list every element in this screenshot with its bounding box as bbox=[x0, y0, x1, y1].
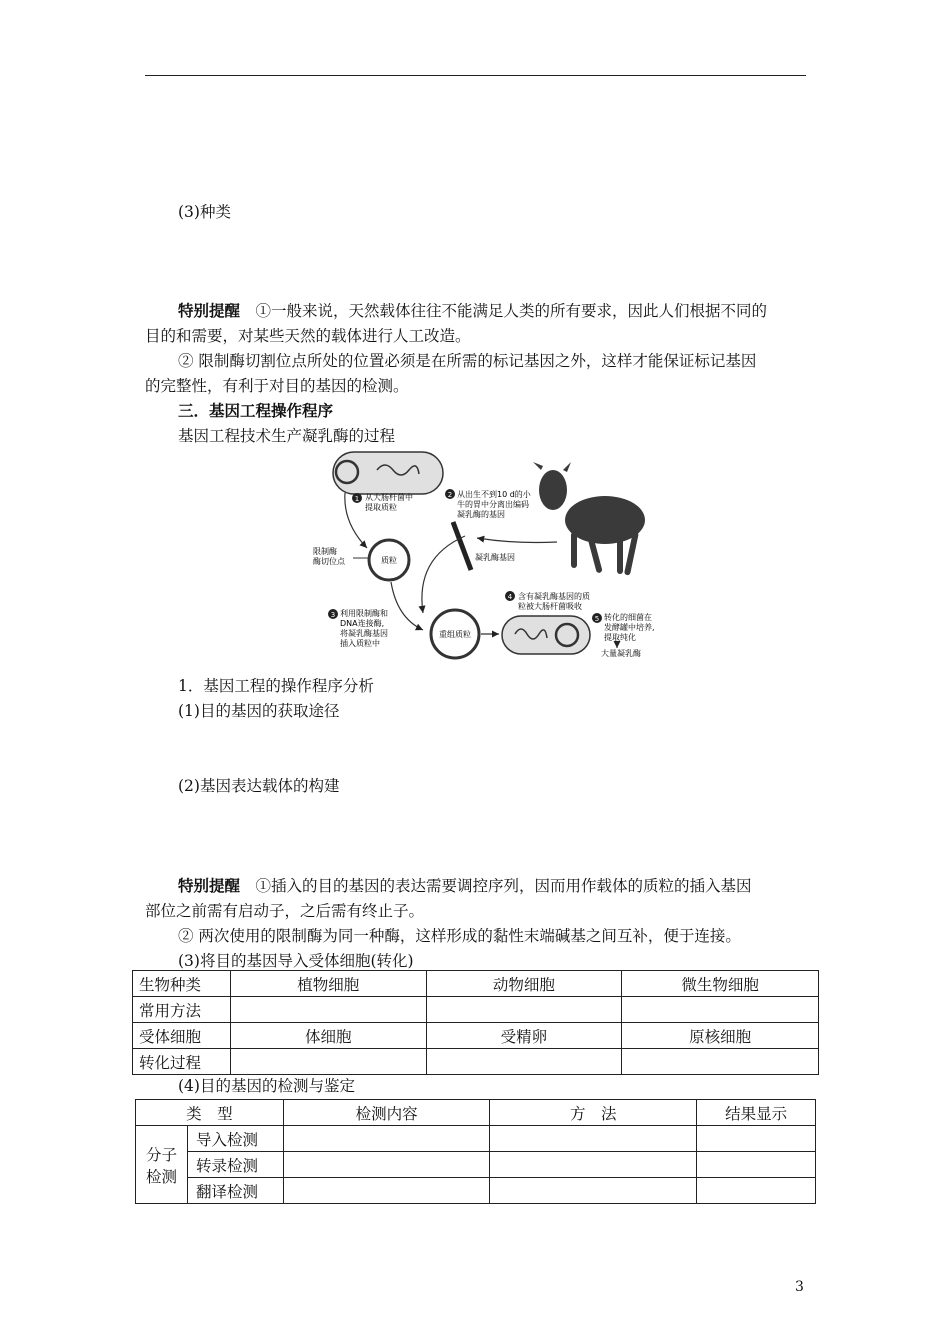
tip2-line3: ② 两次使用的限制酶为同一种酶，这样形成的黏性末端碱基之间互补，便于连接。 bbox=[178, 927, 741, 945]
table-cell: 植物细胞 bbox=[230, 971, 426, 997]
header-method: 方 法 bbox=[490, 1100, 697, 1126]
gene-fragment bbox=[453, 522, 471, 570]
header-content: 检测内容 bbox=[283, 1100, 490, 1126]
step4-number: 4 bbox=[507, 593, 513, 601]
table-cell: 微生物细胞 bbox=[622, 971, 819, 997]
tip1-line2: 目的和需要，对某些天然的载体进行人工改造。 bbox=[145, 327, 471, 345]
table-cell bbox=[622, 997, 819, 1023]
table-cell: 转化过程 bbox=[133, 1049, 231, 1075]
detection-table bbox=[135, 1099, 816, 1204]
group-molecular-detection bbox=[136, 1126, 188, 1204]
step3-label-1: 利用限制酶和 bbox=[340, 609, 388, 618]
header-rule bbox=[145, 75, 806, 76]
table-cell: 受体细胞 bbox=[133, 1023, 231, 1049]
table-cell bbox=[230, 997, 426, 1023]
table-row bbox=[133, 997, 819, 1023]
step2-label-2: 牛的胃中分离出编码 bbox=[457, 500, 529, 509]
step5-label-1: 转化的细菌在 bbox=[604, 613, 652, 622]
arrow-gene bbox=[422, 536, 465, 613]
subsection-2: (2)基因表达载体的构建 bbox=[178, 777, 340, 795]
table-cell: 生物种类 bbox=[133, 971, 231, 997]
calf-image bbox=[533, 462, 645, 576]
table-cell: 原核细胞 bbox=[622, 1023, 819, 1049]
tip2-text1: ①插入的目的基因的表达需要调控序列，因而用作载体的质粒的插入基因 bbox=[255, 877, 752, 895]
subsection-4: (4)目的基因的检测与鉴定 bbox=[178, 1077, 355, 1095]
table-cell bbox=[490, 1178, 697, 1204]
group-line-2: 检测 bbox=[145, 1167, 177, 1186]
figure-caption: 基因工程技术生产凝乳酶的过程 bbox=[178, 427, 396, 445]
table-row bbox=[133, 1049, 819, 1075]
group-line-1: 分子 bbox=[145, 1145, 177, 1164]
step1-number: 1 bbox=[354, 495, 360, 503]
bacterium-top bbox=[333, 452, 443, 494]
item1-title: 1．基因工程的操作程序分析 bbox=[178, 677, 374, 695]
header-type: 类 型 bbox=[136, 1100, 284, 1126]
table-cell: 体细胞 bbox=[230, 1023, 426, 1049]
step1-label-1: 从大肠杆菌中 bbox=[365, 493, 413, 502]
tip1-line1 bbox=[178, 301, 767, 321]
table-row bbox=[136, 1152, 816, 1178]
step2-label-3: 凝乳酶的基因 bbox=[457, 510, 505, 519]
row-label: 翻译检测 bbox=[187, 1178, 283, 1204]
step5-number: 5 bbox=[594, 615, 600, 623]
section-heading-3: 三．基因工程操作程序 bbox=[178, 401, 334, 420]
table-header-row bbox=[136, 1100, 816, 1126]
table-cell bbox=[283, 1178, 490, 1204]
gene-engineering-diagram bbox=[305, 448, 680, 660]
step1-label-2: 提取质粒 bbox=[365, 503, 397, 512]
step2-number: 2 bbox=[447, 491, 453, 499]
tip1-line4: 的完整性，有利于对目的基因的检测。 bbox=[145, 377, 409, 395]
tip1-line3: ② 限制酶切割位点所处的位置必须是在所需的标记基因之外，这样才能保证标记基因 bbox=[178, 352, 757, 370]
enzyme-site-label-2: 酶切位点 bbox=[313, 557, 345, 566]
table-cell: 动物细胞 bbox=[426, 971, 622, 997]
gene-label: 凝乳酶基因 bbox=[475, 553, 515, 562]
table-cell bbox=[697, 1126, 816, 1152]
step4-label-1: 含有凝乳酶基因的质 bbox=[518, 592, 590, 601]
step3-label-2: DNA连接酶, bbox=[340, 619, 385, 628]
step3-number: 3 bbox=[330, 611, 336, 619]
product-label: 大量凝乳酶 bbox=[601, 649, 641, 658]
subsection-1: (1)目的基因的获取途径 bbox=[178, 702, 340, 720]
table-cell bbox=[622, 1049, 819, 1075]
step3-label-3: 将凝乳酶基因 bbox=[340, 629, 388, 638]
table-cell bbox=[697, 1152, 816, 1178]
enzyme-site-label-1: 限制酶 bbox=[313, 547, 337, 556]
table-row bbox=[136, 1126, 816, 1152]
table-cell bbox=[490, 1126, 697, 1152]
step5-label-3: 提取纯化 bbox=[604, 633, 636, 642]
arrow-2 bbox=[477, 538, 557, 543]
table-cell bbox=[426, 997, 622, 1023]
table-cell bbox=[283, 1152, 490, 1178]
tip2-line1 bbox=[178, 876, 752, 896]
step2-label-1: 从出生不到10 d的小 bbox=[457, 490, 531, 499]
transformation-table bbox=[132, 970, 819, 1075]
row-label: 转录检测 bbox=[187, 1152, 283, 1178]
step5-label-2: 发酵罐中培养, bbox=[604, 623, 655, 632]
header-result: 结果显示 bbox=[697, 1100, 816, 1126]
table-cell bbox=[697, 1178, 816, 1204]
section-kinds: (3)种类 bbox=[178, 203, 231, 221]
table-row bbox=[136, 1178, 816, 1204]
table-row bbox=[133, 1023, 819, 1049]
table-cell bbox=[230, 1049, 426, 1075]
table-cell bbox=[426, 1049, 622, 1075]
tip2-label: 特别提醒 bbox=[178, 876, 241, 895]
table-cell: 受精卵 bbox=[426, 1023, 622, 1049]
table-cell bbox=[283, 1126, 490, 1152]
row-label: 导入检测 bbox=[187, 1126, 283, 1152]
table-cell: 常用方法 bbox=[133, 997, 231, 1023]
table-cell bbox=[490, 1152, 697, 1178]
subsection-3: (3)将目的基因导入受体细胞(转化) bbox=[178, 952, 414, 970]
tip2-line2: 部位之前需有启动子，之后需有终止子。 bbox=[145, 902, 425, 920]
table-row bbox=[133, 971, 819, 997]
tip1-label: 特别提醒 bbox=[178, 301, 241, 320]
page-number: 3 bbox=[795, 1279, 804, 1295]
recombinant-label: 重组质粒 bbox=[439, 630, 471, 639]
plasmid-label: 质粒 bbox=[381, 556, 397, 565]
step3-label-4: 插入质粒中 bbox=[340, 639, 380, 648]
arrow-3 bbox=[391, 582, 423, 630]
tip1-text1: ①一般来说，天然载体往往不能满足人类的所有要求，因此人们根据不同的 bbox=[255, 302, 768, 320]
step4-label-2: 粒被大肠杆菌吸收 bbox=[518, 602, 582, 611]
